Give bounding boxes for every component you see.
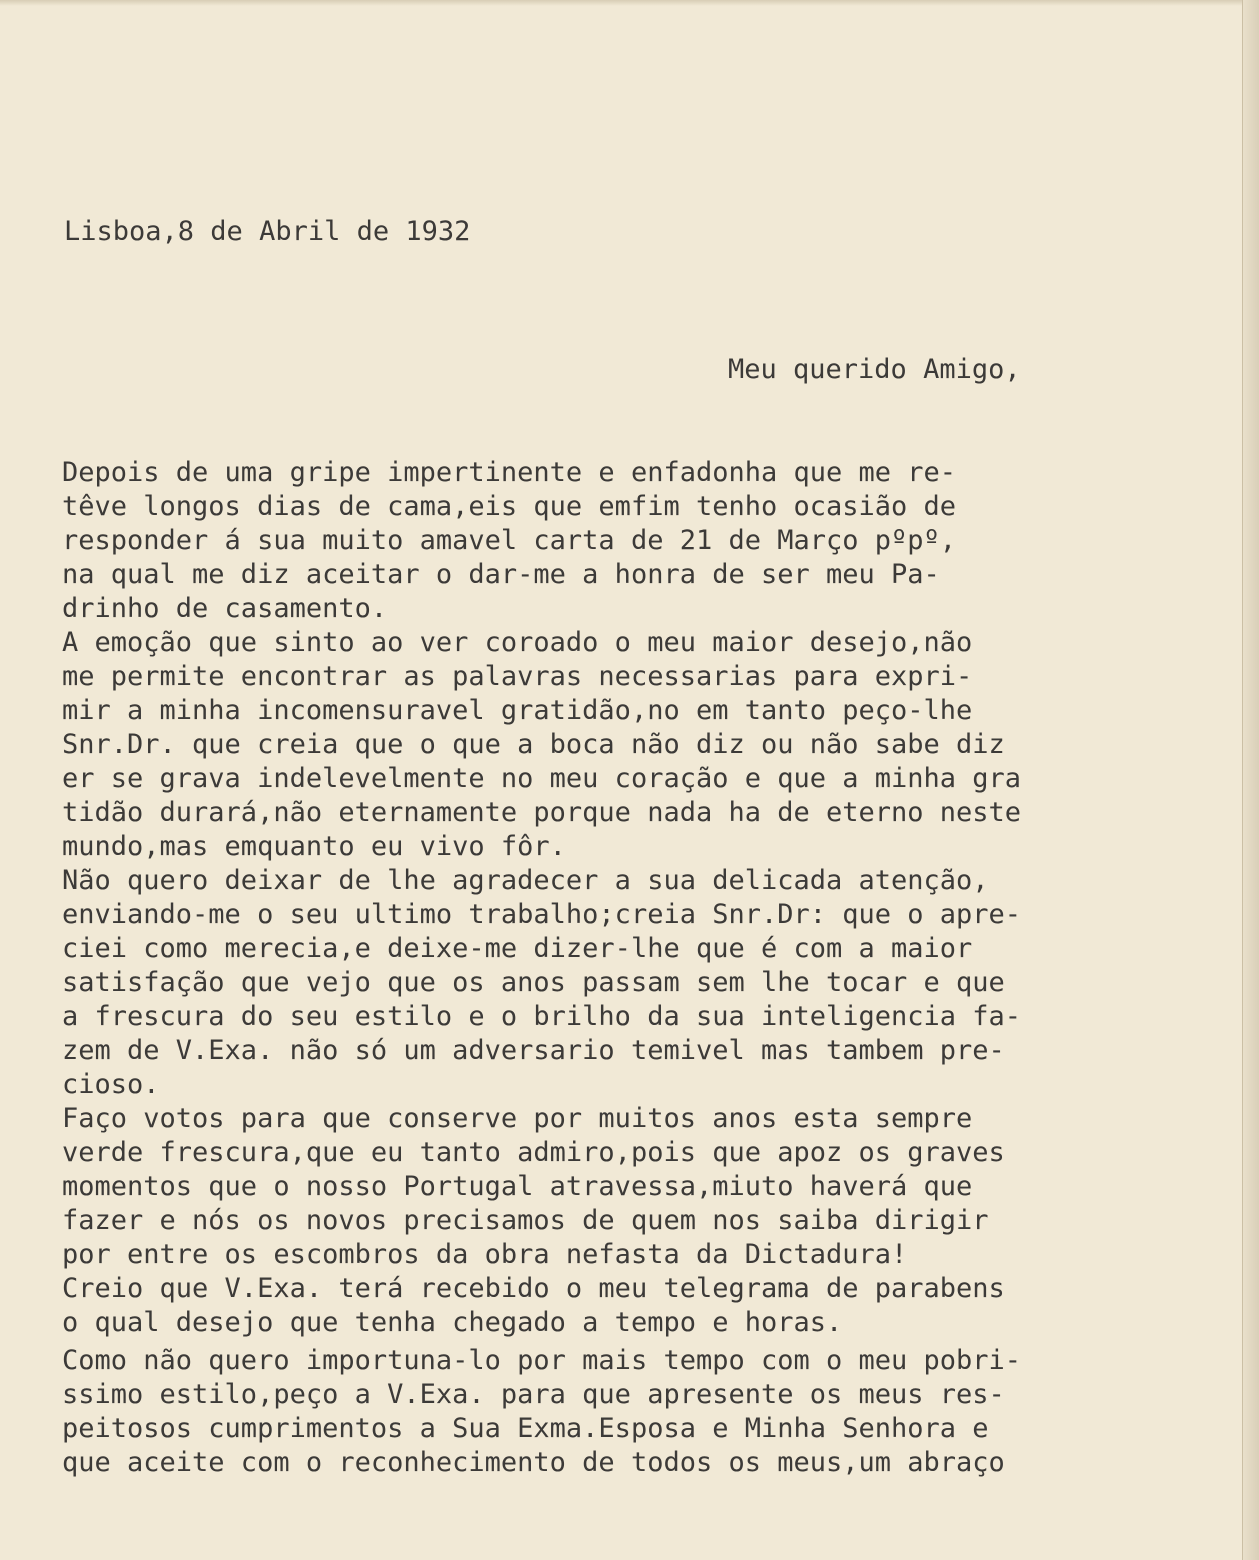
body-line: por entre os escombros da obra nefasta da Dictadura! [62,1239,908,1270]
body-line: momentos que o nosso Portugal atravessa,miuto haverá que [62,1171,973,1202]
body-line: drinho de casamento. [62,593,388,624]
body-line: Depois de uma gripe impertinente e enfadonha que me re- [62,457,957,488]
paper-top-edge [0,0,1259,6]
body-line: Como não quero importuna-lo por mais tempo com o meu pobri- [62,1345,1022,1376]
body-line: enviando-me o seu ultimo trabalho;creia Snr.Dr: que o apre- [62,899,1022,930]
body-line: me permite encontrar as palavras necessarias para expri- [62,661,973,692]
body-line: mundo,mas emquanto eu vivo fôr. [62,831,566,862]
body-line: Não quero deixar de lhe agradecer a sua delicada atenção, [62,865,989,896]
body-line: Faço votos para que conserve por muitos anos esta sempre [62,1103,973,1134]
body-line: mir a minha incomensuravel gratidão,no em tanto peço-lhe [62,695,973,726]
letter-body [62,456,1021,1480]
dateline: Lisboa,8 de Abril de 1932 [64,216,471,247]
body-line: ciei como merecia,e deixe-me dizer-lhe que é com a maior [62,933,973,964]
body-line: verde frescura,que eu tanto admiro,pois que apoz os graves [62,1137,1005,1168]
body-line: peitosos cumprimentos a Sua Exma.Esposa e Minha Senhora e [62,1413,989,1444]
body-line: o qual desejo que tenha chegado a tempo e horas. [62,1307,843,1338]
body-line: Snr.Dr. que creia que o que a boca não diz ou não sabe diz [62,729,1005,760]
salutation: Meu querido Amigo, [728,354,1021,385]
body-line: er se grava indelevelmente no meu coração e que a minha gra [62,763,1022,794]
body-line: têve longos dias de cama,eis que emfim tenho ocasião de [62,491,957,522]
body-line: que aceite com o reconhecimento de todos os meus,um abraço [62,1447,1005,1478]
body-line: tidão durará,não eternamente porque nada ha de eterno neste [62,797,1022,828]
body-line: a frescura do seu estilo e o brilho da sua inteligencia fa- [62,1001,1022,1032]
body-line: satisfação que vejo que os anos passam sem lhe tocar e que [62,967,1005,998]
body-line: zem de V.Exa. não só um adversario temivel mas tambem pre- [62,1035,1005,1066]
body-line: na qual me diz aceitar o dar-me a honra de ser meu Pa- [62,559,940,590]
body-line: A emoção que sinto ao ver coroado o meu maior desejo,não [62,627,973,658]
body-line: Creio que V.Exa. terá recebido o meu telegrama de parabens [62,1273,1005,1304]
paper-right-edge [1242,0,1259,1560]
body-line: ssimo estilo,peço a V.Exa. para que apresente os meus res- [62,1379,1005,1410]
body-line: fazer e nós os novos precisamos de quem nos saiba dirigir [62,1205,989,1236]
body-line: cioso. [62,1069,160,1100]
body-line: responder á sua muito amavel carta de 21 de Março pºpº, [62,525,957,556]
